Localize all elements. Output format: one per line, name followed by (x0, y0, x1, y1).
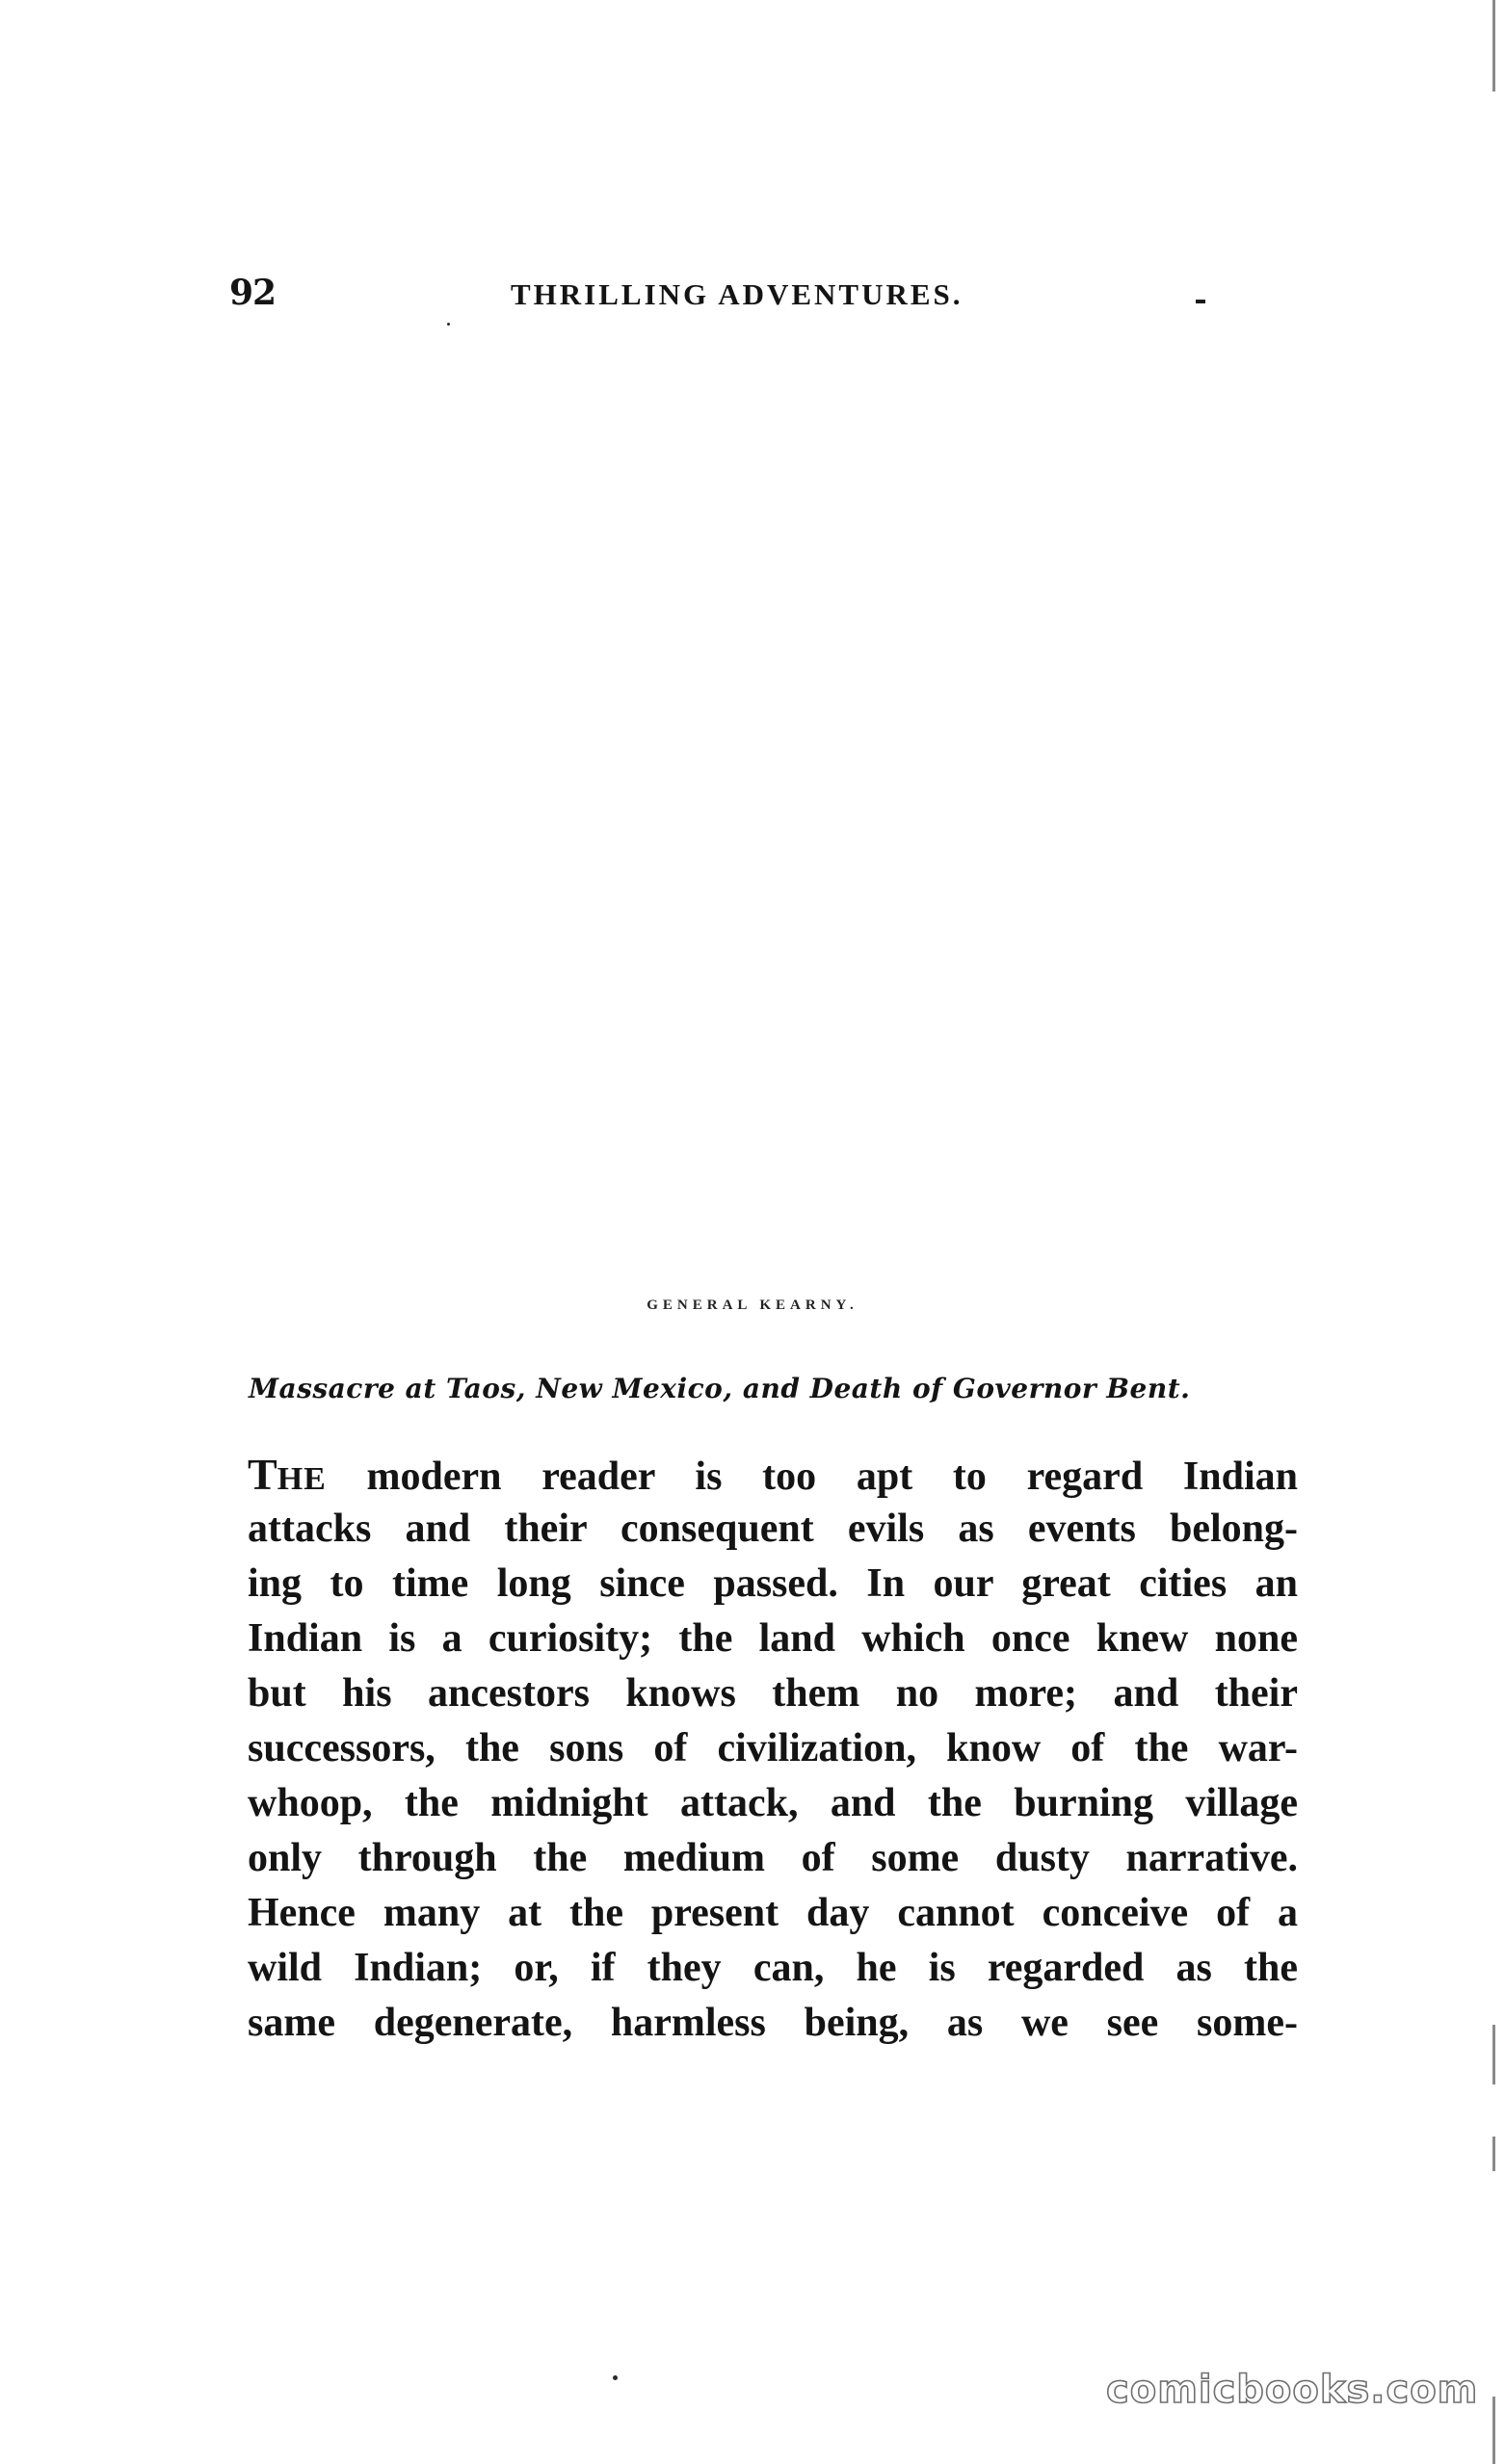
text-line: ing to time long since passed. In our great cities an (248, 1561, 1298, 1606)
first-line-text: modern reader is too apt to regard Indian (326, 1455, 1298, 1499)
margin-rule (1492, 0, 1495, 92)
ink-speck (613, 2375, 618, 2380)
image-caption: GENERAL KEARNY. (647, 1298, 858, 1313)
text-line-1 (248, 1447, 1298, 1502)
text-line: whoop, the midnight attack, and the burning village (248, 1781, 1298, 1825)
text-line: but his ancestors knows them no more; and their (248, 1671, 1298, 1716)
body-text (248, 1447, 1298, 2051)
drop-initial: T (248, 1450, 277, 1499)
text-line: successors, the sons of civilization, know of the war- (248, 1726, 1298, 1770)
margin-rule (1492, 2136, 1495, 2171)
margin-rule (1492, 2025, 1495, 2084)
text-line: Hence many at the present day cannot conceive of a (248, 1891, 1298, 1935)
running-title: THRILLING ADVENTURES. (511, 277, 964, 311)
text-line: attacks and their consequent evils as events belong- (248, 1507, 1298, 1551)
page-header (229, 273, 1212, 321)
margin-rule (1492, 2397, 1495, 2464)
text-line: same degenerate, harmless being, as we see some- (248, 2001, 1298, 2045)
text-line: only through the medium of some dusty narrative. (248, 1836, 1298, 1880)
header-dash (1196, 300, 1205, 303)
page-number: 92 (229, 273, 277, 313)
text-line: Indian is a curiosity; the land which once knew none (248, 1616, 1298, 1661)
watermark-logo: comicbooks.com (1106, 2368, 1479, 2412)
small-caps: HE (277, 1461, 327, 1497)
ink-speck (447, 323, 450, 326)
chapter-title: Massacre at Taos, New Mexico, and Death of Governor Bent. (249, 1373, 1191, 1404)
text-line: wild Indian; or, if they can, he is regarded as the (248, 1946, 1298, 1990)
